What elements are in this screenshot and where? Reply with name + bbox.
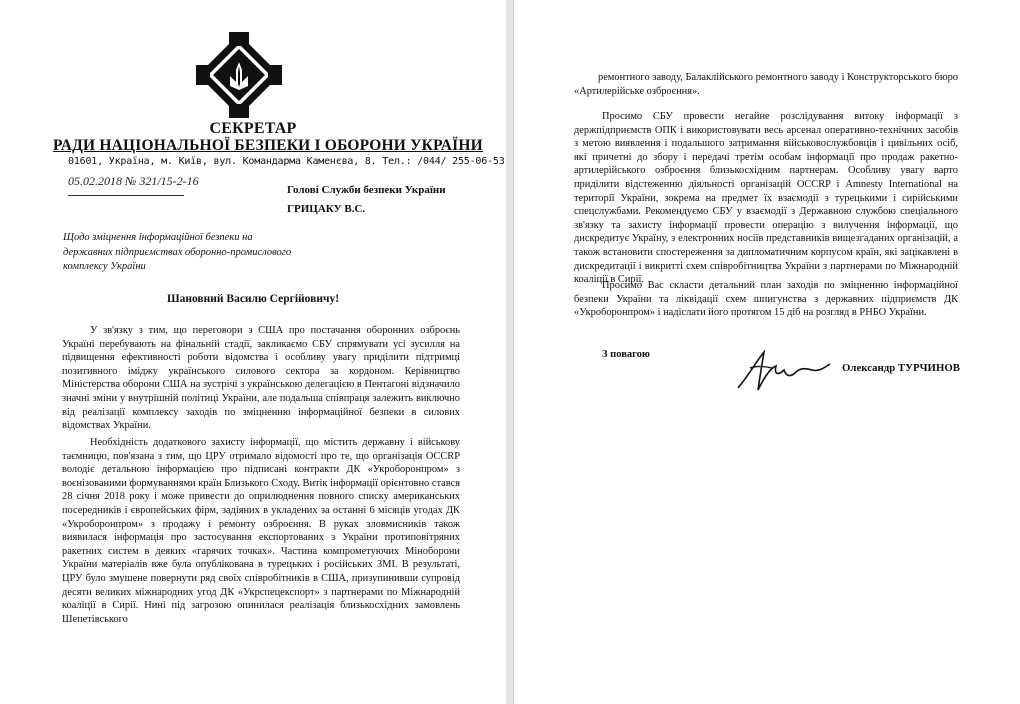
body-paragraph: Просимо СБУ провести негайне розслідування витоку інформації з держпідприємств ОПК і використовувати весь арсенал оперативно-технічних засобів з метою виявлення і подальшого затримання військовослужбовців і цивільних осіб, які причетні до збору і передачі третім особам інформації про продаж ракетно-артилерійського озброєння близькосхідним партнерам. Особливу увагу варто приділити відстеженню діяльності організацій OCCRP і Amnesty International на території України, зокрема на предмет їх взаємодії з турецькими і сирійськими спецслужбами. Рекомендуємо СБУ у взаємодії з Державною службою спеціального зв'язку та захисту інформації провести операцію з вилучення інформації, що дискредитує Україну, з електронних носіїв представників вищезгаданих організацій, а також встановити спостереження за дипломатичним корпусом країн, які зацікавлені в дискредитації і викритті схем співробітництва України з партнерами по Міжнародній коаліції в Сирії.: [574, 111, 958, 286]
page-gap: [506, 0, 513, 704]
body-paragraph: ремонтного заводу, Балаклійського ремонтного заводу і Конструкторського бюро «Артилерійське озброєння».: [574, 72, 958, 97]
addressee-position: Голові Служби безпеки України: [287, 184, 446, 196]
letter-page-1: [0, 0, 507, 704]
letterhead-address: 01601, Україна, м. Київ, вул. Командарма Каменєва, 8. Тел.: /044/ 255-06-53: [68, 156, 505, 167]
registration-number: 05.02.2018 № 321/15-2-16: [68, 174, 199, 188]
letter-greeting: Шановний Василю Сергійовичу!: [166, 293, 340, 305]
body-paragraph: У зв'язку з тим, що переговори з США про постачання оборонних озброєнь Україні перебувають на фінальній стадії, закликаємо СБУ спрямувати усі зусилля на підвищення ефективності роботи відомства і особливу увагу приділити підтримці позитивного іміджу українського силового сектора за кордоном. Керівництво Міністерства оборони США на зустрічі з українською делегацією в Пентагоні відзначило значні зміни у внутрішній політиці України, але подальша співпраця залежить виключно від реалізації комплексу заходів по зміцненню інформаційної безпеки в силових відомствах України.: [62, 325, 460, 432]
handwritten-signature-icon: [734, 346, 834, 396]
letter-subject: Щодо зміцнення інформаційної безпеки на державних підприємствах оборонно-промислового комплексу України: [63, 232, 292, 272]
addressee-name: ГРИЦАКУ В.С.: [287, 203, 366, 215]
signer-name: Олександр ТУРЧИНОВ: [842, 362, 960, 374]
body-paragraph: Просимо Вас скласти детальний план заходів по зміцненню інформаційної безпеки України та ліквідації схем шпигунства з державних підприємств ДК «Укроборонпром» і надіслати його протягом 15 діб на розгляд в РНБО України.: [574, 280, 958, 319]
nsdc-emblem-icon: [196, 32, 282, 118]
letterhead-organization: РАДИ НАЦІОНАЛЬНОЇ БЕЗПЕКИ І ОБОРОНИ УКРАЇНИ: [53, 137, 483, 154]
registration-underline: [68, 195, 184, 196]
closing-regards: З повагою: [602, 349, 650, 360]
body-paragraph: Необхідність додаткового захисту інформації, що містить державну і військову таємницю, пов'язана з тим, що ЦРУ отримало відомості про те, що організація OCCRP володіє детальною інформацією про підписані контракти ДК «Укроборонпром» з воєнізованими формуваннями країн Близького Сходу. Витік інформації орієнтовно стався 28 січня 2018 року і може привести до оприлюднення повного списку американських посередників і європейських фірм, задіяних в укладених за останні 6 місяців угодах ДК «Укроборонпром» з продажу і ремонту озброєння. В руках зловмисників також виявилася інформація про застосування експортованих з України протиповітряних ракетних систем в деяких «гарячих точках». Частина компрометуючих Міноборони України матеріалів вже була опублікована в турецьких і російських ЗМІ. В результаті, ЦРУ було змушене повернути ряд своїх співробітників в США, призупинивши супровід десяти великих міжнародних угод ДК «Укрспецекспорт» з партнерами по Міжнародній коаліції в Сирії. Нині під загрозою опинилася реалізація близькосхідних замовлень Шепетівського: [62, 437, 460, 625]
letter-page-2: [513, 0, 1020, 704]
letterhead-title: СЕКРЕТАР: [209, 120, 297, 137]
